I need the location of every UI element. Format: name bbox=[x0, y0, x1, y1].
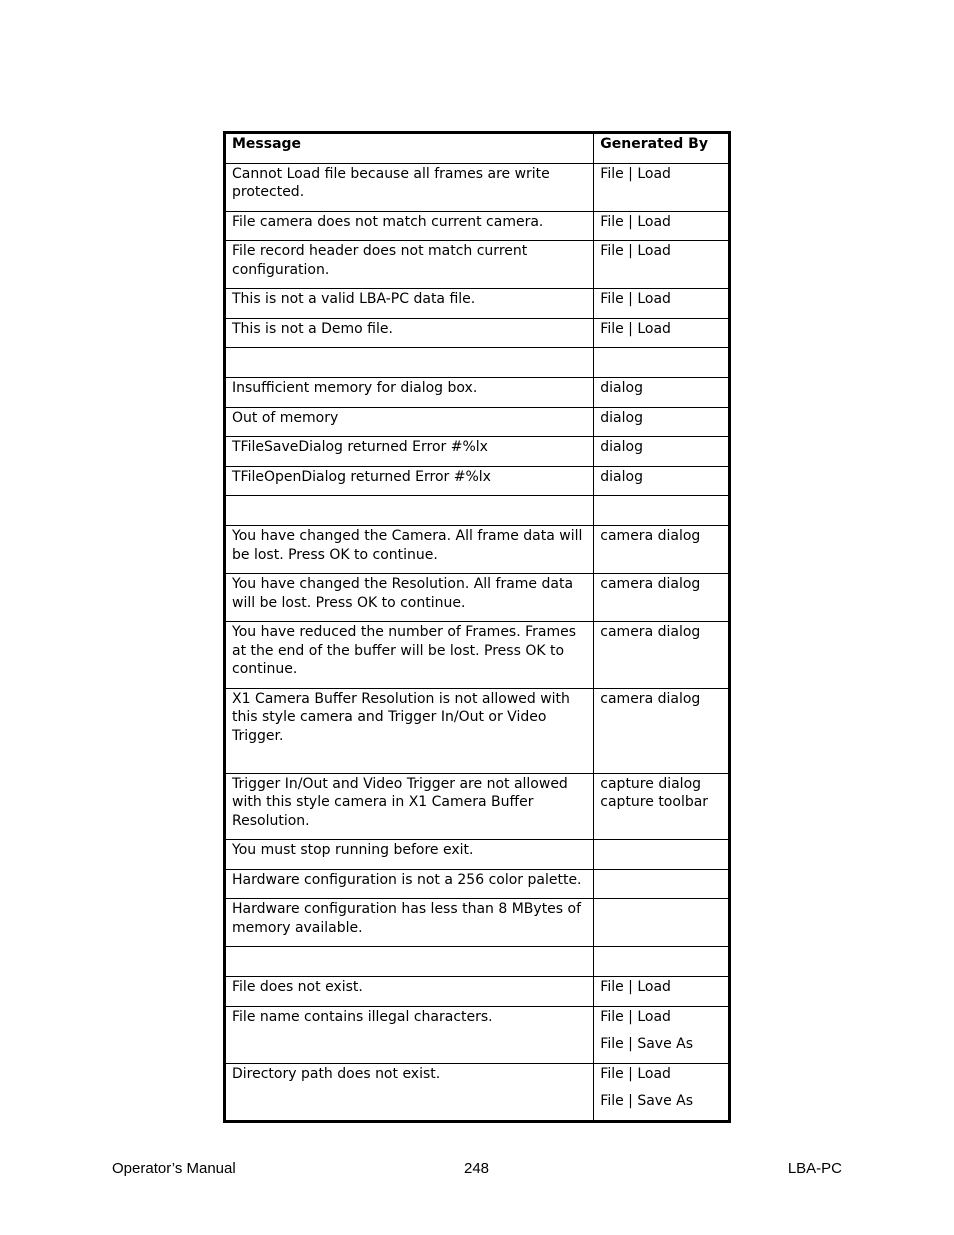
table-row bbox=[225, 899, 730, 947]
generated-by-cell bbox=[594, 378, 730, 408]
table-row bbox=[225, 947, 730, 977]
table-row bbox=[225, 1006, 730, 1063]
table-row bbox=[225, 348, 730, 378]
footer-manual-title: Operator’s Manual bbox=[112, 1160, 236, 1177]
generated-by-cell bbox=[594, 211, 730, 241]
generated-by-item: dialog bbox=[600, 409, 643, 426]
generated-by-item: File | Load bbox=[600, 979, 671, 995]
generated-by-item: File | Save As bbox=[600, 1093, 694, 1109]
generated-by-item: File | Load bbox=[600, 165, 671, 182]
table-row bbox=[225, 496, 730, 526]
generated-by-cell bbox=[594, 840, 730, 870]
message-cell: File record header does not match current configuration. bbox=[225, 241, 594, 289]
message-cell: TFileSaveDialog returned Error #%lx bbox=[225, 437, 594, 467]
table-header-row bbox=[225, 133, 730, 164]
generated-by-item: dialog bbox=[600, 439, 643, 455]
message-cell: Trigger In/Out and Video Trigger are not allowed with this style camera in X1 Camera Buffer Resolution. bbox=[225, 773, 594, 840]
message-cell bbox=[225, 947, 594, 977]
message-cell: TFileOpenDialog returned Error #%lx bbox=[225, 466, 594, 496]
generated-by-item: camera dialog bbox=[600, 690, 701, 707]
table-row bbox=[225, 289, 730, 319]
message-cell: File does not exist. bbox=[225, 977, 594, 1007]
generated-by-cell bbox=[594, 437, 730, 467]
generated-by-cell bbox=[594, 688, 730, 773]
message-cell bbox=[225, 348, 594, 378]
error-messages-table bbox=[223, 131, 731, 1123]
header-generated-by: Generated By bbox=[594, 133, 730, 164]
generated-by-item: camera dialog bbox=[600, 624, 701, 640]
table-body bbox=[225, 133, 730, 1122]
generated-by-item: dialog bbox=[600, 468, 643, 485]
message-cell bbox=[225, 496, 594, 526]
generated-by-item: File | Load bbox=[600, 213, 671, 230]
generated-by-item: capture toolbar bbox=[600, 794, 709, 810]
message-cell: File name contains illegal characters. bbox=[225, 1006, 594, 1063]
table-row bbox=[225, 241, 730, 289]
table-row bbox=[225, 773, 730, 840]
generated-by-item: camera dialog bbox=[600, 528, 701, 544]
generated-by-cell bbox=[594, 241, 730, 289]
table-row bbox=[225, 407, 730, 437]
generated-by-item: File | Load bbox=[600, 320, 671, 337]
generated-by-cell bbox=[594, 977, 730, 1007]
footer-product-name: LBA-PC bbox=[787, 1160, 842, 1177]
generated-by-cell bbox=[594, 163, 730, 211]
table-row bbox=[225, 840, 730, 870]
table-row bbox=[225, 1063, 730, 1121]
message-cell: Cannot Load file because all frames are write protected. bbox=[225, 163, 594, 211]
header-message: Message bbox=[225, 133, 594, 164]
table-row bbox=[225, 977, 730, 1007]
table-row bbox=[225, 574, 730, 622]
generated-by-cell bbox=[594, 947, 730, 977]
footer-page-number: 248 bbox=[464, 1160, 490, 1177]
message-cell: This is not a Demo file. bbox=[225, 318, 594, 348]
message-cell: You have reduced the number of Frames. Frames at the end of the buffer will be lost. Press OK to continue. bbox=[225, 622, 594, 689]
generated-by-cell bbox=[594, 318, 730, 348]
table-row bbox=[225, 378, 730, 408]
table-row bbox=[225, 622, 730, 689]
generated-by-cell bbox=[594, 466, 730, 496]
message-cell: You have changed the Resolution. All frame data will be lost. Press OK to continue. bbox=[225, 574, 594, 622]
table-row bbox=[225, 437, 730, 467]
message-cell: This is not a valid LBA-PC data file. bbox=[225, 289, 594, 319]
table-row bbox=[225, 318, 730, 348]
generated-by-item: File | Save As bbox=[600, 1036, 694, 1052]
generated-by-cell bbox=[594, 1006, 730, 1063]
generated-by-item: capture dialog bbox=[600, 775, 702, 792]
generated-by-cell bbox=[594, 289, 730, 319]
table-row bbox=[225, 211, 730, 241]
message-cell: X1 Camera Buffer Resolution is not allowed with this style camera and Trigger In/Out or Video Trigger. bbox=[225, 688, 594, 773]
generated-by-item: File | Load bbox=[600, 291, 671, 307]
table-row bbox=[225, 163, 730, 211]
table-row bbox=[225, 688, 730, 773]
generated-by-cell bbox=[594, 1063, 730, 1121]
generated-by-cell bbox=[594, 496, 730, 526]
table-row bbox=[225, 869, 730, 899]
generated-by-cell bbox=[594, 869, 730, 899]
generated-by-cell bbox=[594, 622, 730, 689]
generated-by-item: camera dialog bbox=[600, 576, 701, 592]
message-cell: You must stop running before exit. bbox=[225, 840, 594, 870]
generated-by-cell bbox=[594, 574, 730, 622]
message-cell: Hardware configuration is not a 256 color palette. bbox=[225, 869, 594, 899]
generated-by-cell bbox=[594, 348, 730, 378]
message-cell: Insufficient memory for dialog box. bbox=[225, 378, 594, 408]
message-cell: Hardware configuration has less than 8 MBytes of memory available. bbox=[225, 899, 594, 947]
message-cell: Out of memory bbox=[225, 407, 594, 437]
generated-by-item: File | Load bbox=[600, 243, 671, 259]
generated-by-item: dialog bbox=[600, 380, 643, 396]
generated-by-cell bbox=[594, 407, 730, 437]
generated-by-cell bbox=[594, 899, 730, 947]
table-row bbox=[225, 466, 730, 496]
message-cell: You have changed the Camera. All frame data will be lost. Press OK to continue. bbox=[225, 526, 594, 574]
message-cell: File camera does not match current camera. bbox=[225, 211, 594, 241]
generated-by-cell bbox=[594, 773, 730, 840]
message-cell: Directory path does not exist. bbox=[225, 1063, 594, 1121]
generated-by-cell bbox=[594, 526, 730, 574]
generated-by-item: File | Load bbox=[600, 1065, 671, 1082]
generated-by-item: File | Load bbox=[600, 1008, 671, 1025]
table-row bbox=[225, 526, 730, 574]
